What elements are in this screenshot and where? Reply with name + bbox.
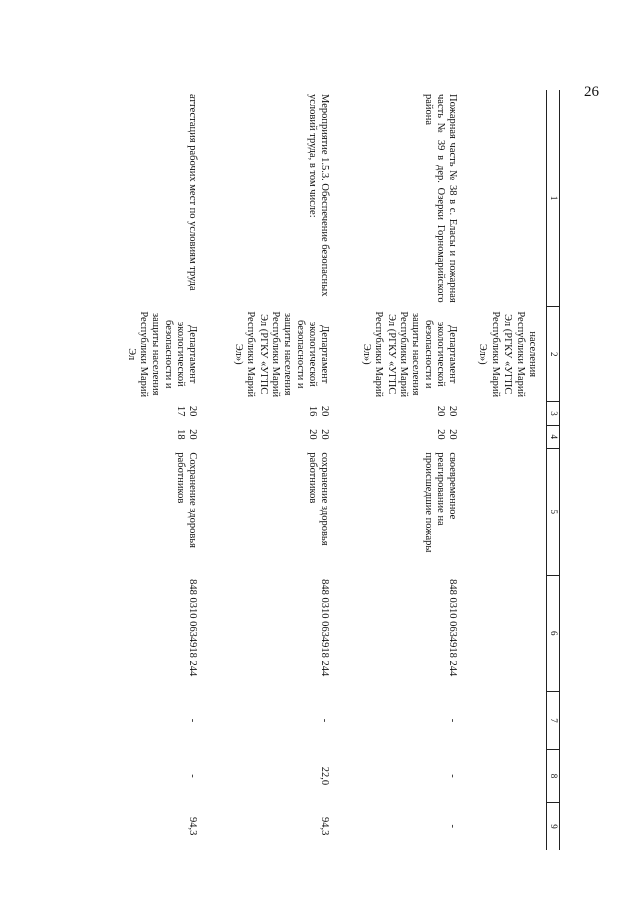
header-col-3: 3 xyxy=(547,402,560,425)
cell-result: своевременное реагирование на происшедшие пожары xyxy=(422,452,459,553)
header-col-6: 6 xyxy=(547,575,560,691)
header-col-7: 7 xyxy=(547,691,560,749)
header-col-9: 9 xyxy=(547,802,560,850)
cell-budget-code xyxy=(467,575,547,691)
cell-result xyxy=(467,448,547,575)
header-col-4: 4 xyxy=(547,425,560,448)
cell-budget-code: 848 0310 0634918 244 xyxy=(187,579,199,677)
cell-start-year xyxy=(467,402,547,425)
cell-budget-code: 848 0310 0634918 244 xyxy=(447,579,459,677)
cell-value-7: - xyxy=(187,718,199,723)
cell-end-year: 2020 xyxy=(307,429,331,440)
cell-budget-code: 848 0310 0634918 244 xyxy=(319,579,331,677)
cell-value-9: - xyxy=(447,824,459,828)
cell-end-year xyxy=(467,425,547,448)
header-col-8: 8 xyxy=(547,750,560,803)
table-header-row xyxy=(547,90,560,850)
cell-value-8: - xyxy=(447,774,459,778)
cell-measure xyxy=(467,90,547,307)
cell-end-year: 2020 xyxy=(435,429,459,440)
header-col-1: 1 xyxy=(547,90,560,307)
header-col-5: 5 xyxy=(547,448,560,575)
cell-executor: Департамент экологической безопасности и защиты населения Республики Марий Эл (РГКУ «УГПС Республики Марий Эл») xyxy=(360,311,459,398)
cell-value-8: - xyxy=(187,774,199,778)
cell-measure: аттестация рабочих мест по условиям труда xyxy=(187,94,199,291)
cell-start-year: 2020 xyxy=(435,405,459,417)
cell-result: сохранение здоровья работников xyxy=(307,452,331,546)
cell-measure: Мероприятие 1.5.3. Обеспечение безопасных условий труда, в том числе: xyxy=(307,94,331,297)
cell-value-9: 94,3 xyxy=(319,817,331,836)
cell-start-year: 2016 xyxy=(307,405,331,417)
cell-executor: населения Республики Марий Эл (РГКУ «УГПС Республики Марий Эл») xyxy=(477,311,538,398)
cell-start-year: 2017 xyxy=(175,405,199,417)
measures-table xyxy=(117,90,561,850)
cell-value-8: 22,0 xyxy=(319,766,331,786)
cell-value-9 xyxy=(467,802,547,850)
cell-executor: Департамент экологической безопасности и защиты населения Республики Марий Эл (РГКУ «УГПС Республики Марий Эл») xyxy=(232,311,331,398)
cell-value-7: - xyxy=(319,718,331,723)
table-row xyxy=(207,90,339,850)
header-col-2: 2 xyxy=(547,307,560,402)
table-row xyxy=(117,90,207,850)
table-row xyxy=(467,90,547,850)
cell-end-year: 2018 xyxy=(175,429,199,440)
cell-measure: Пожарная часть № 38 в с. Еласы и пожарная часть № 39 в дер. Озерки Горномарийского района xyxy=(422,94,459,303)
cell-value-7 xyxy=(467,691,547,749)
cell-executor: Департамент экологической безопасности и защиты населения Республики Марий Эл xyxy=(125,311,199,398)
rotated-table-sheet xyxy=(120,90,560,850)
cell-value-8 xyxy=(467,750,547,803)
cell-result: Сохранение здоровья работников xyxy=(175,452,199,548)
cell-value-9: 94,3 xyxy=(187,817,199,836)
page-number: 26 xyxy=(584,84,599,100)
cell-value-7: - xyxy=(447,718,459,723)
table-row xyxy=(339,90,467,850)
